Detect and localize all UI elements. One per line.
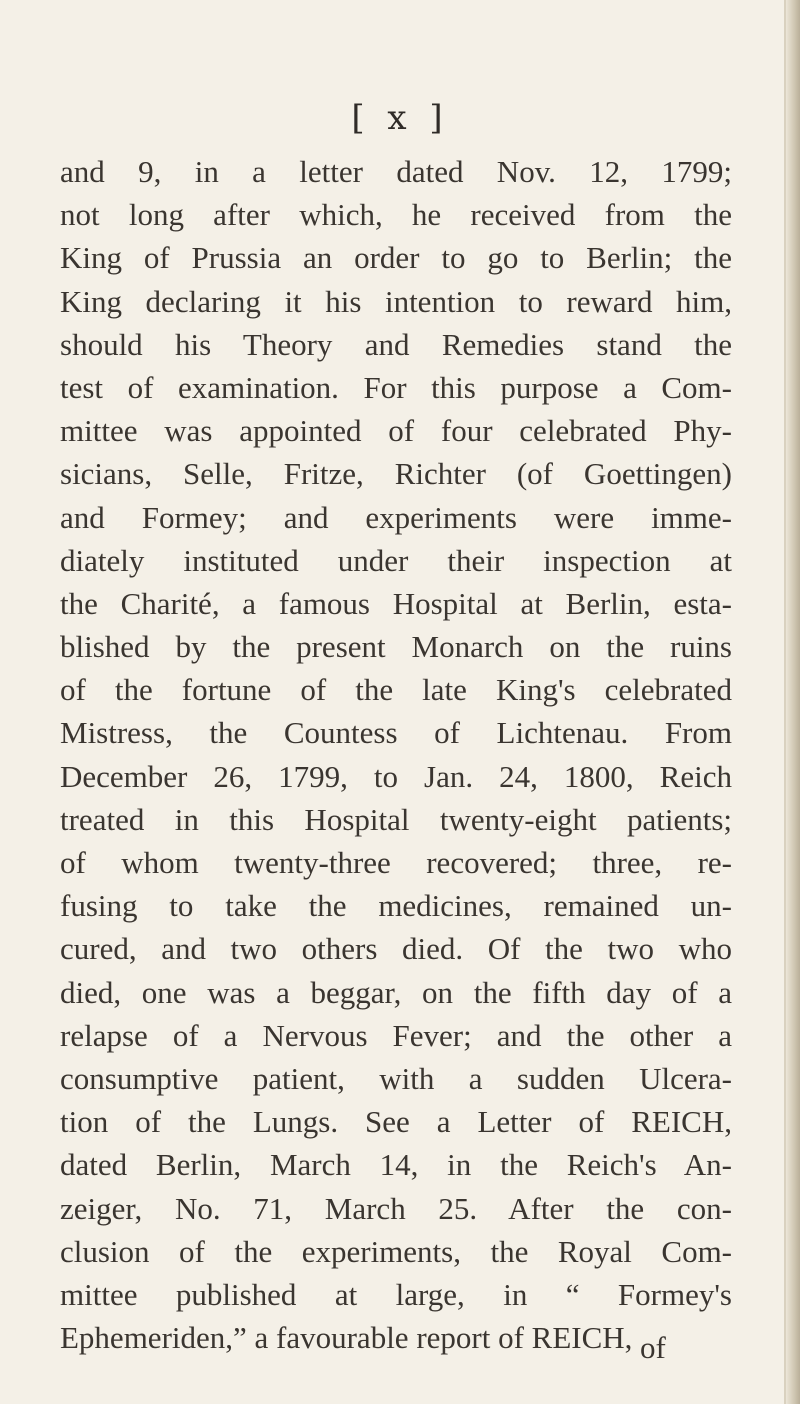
text-line: test of examination. For this purpose a Com- xyxy=(60,369,732,405)
text-line: mittee was appointed of four celebrated Phy- xyxy=(60,413,732,449)
text-line: died, one was a beggar, on the fifth day of a xyxy=(60,974,732,1010)
text-line: zeiger, No. 71, March 25. After the con- xyxy=(60,1190,732,1226)
text-line: sicians, Selle, Fritze, Richter (of Goettingen) xyxy=(60,456,732,492)
text-line: King of Prussia an order to go to Berlin; the xyxy=(60,240,732,276)
text-line: relapse of a Nervous Fever; and the other a xyxy=(60,1017,732,1053)
text-line: clusion of the experiments, the Royal Com- xyxy=(60,1233,732,1269)
text-line: diately instituted under their inspection at xyxy=(60,542,732,578)
text-line: December 26, 1799, to Jan. 24, 1800, Reich xyxy=(60,758,732,794)
text-line: and Formey; and experiments were imme- xyxy=(60,499,732,535)
text-line: Ephemeriden,” a favourable report of REICH, xyxy=(60,1320,633,1356)
text-line: Mistress, the Countess of Lichtenau. From xyxy=(60,715,732,751)
text-line: and 9, in a letter dated Nov. 12, 1799; xyxy=(60,154,732,189)
text-line: mittee published at large, in “ Formey's xyxy=(60,1276,732,1312)
text-line: of the fortune of the late King's celebrated xyxy=(60,672,732,708)
text-line: cured, and two others died. Of the two who xyxy=(60,931,732,967)
text-line: King declaring it his intention to reward him, xyxy=(60,283,732,319)
body-text xyxy=(60,150,732,1359)
text-line: of whom twenty-three recovered; three, re- xyxy=(60,845,732,880)
text-line: treated in this Hospital twenty-eight patients; xyxy=(60,801,732,837)
page-edge xyxy=(786,0,800,1404)
catchword: of xyxy=(640,1330,666,1365)
text-line: dated Berlin, March 14, in the Reich's An- xyxy=(60,1147,732,1183)
text-line: tion of the Lungs. See a Letter of REICH, xyxy=(60,1104,732,1140)
text-line: fusing to take the medicines, remained un- xyxy=(60,888,732,924)
text-line: should his Theory and Remedies stand the xyxy=(60,326,732,362)
text-line: blished by the present Monarch on the ruins xyxy=(60,629,732,665)
text-line: not long after which, he received from the xyxy=(60,197,732,233)
text-line: the Charité, a famous Hospital at Berlin, esta- xyxy=(60,585,732,621)
page-header-signature: [ x ] xyxy=(351,98,449,138)
text-line: consumptive patient, with a sudden Ulcera- xyxy=(60,1060,732,1096)
